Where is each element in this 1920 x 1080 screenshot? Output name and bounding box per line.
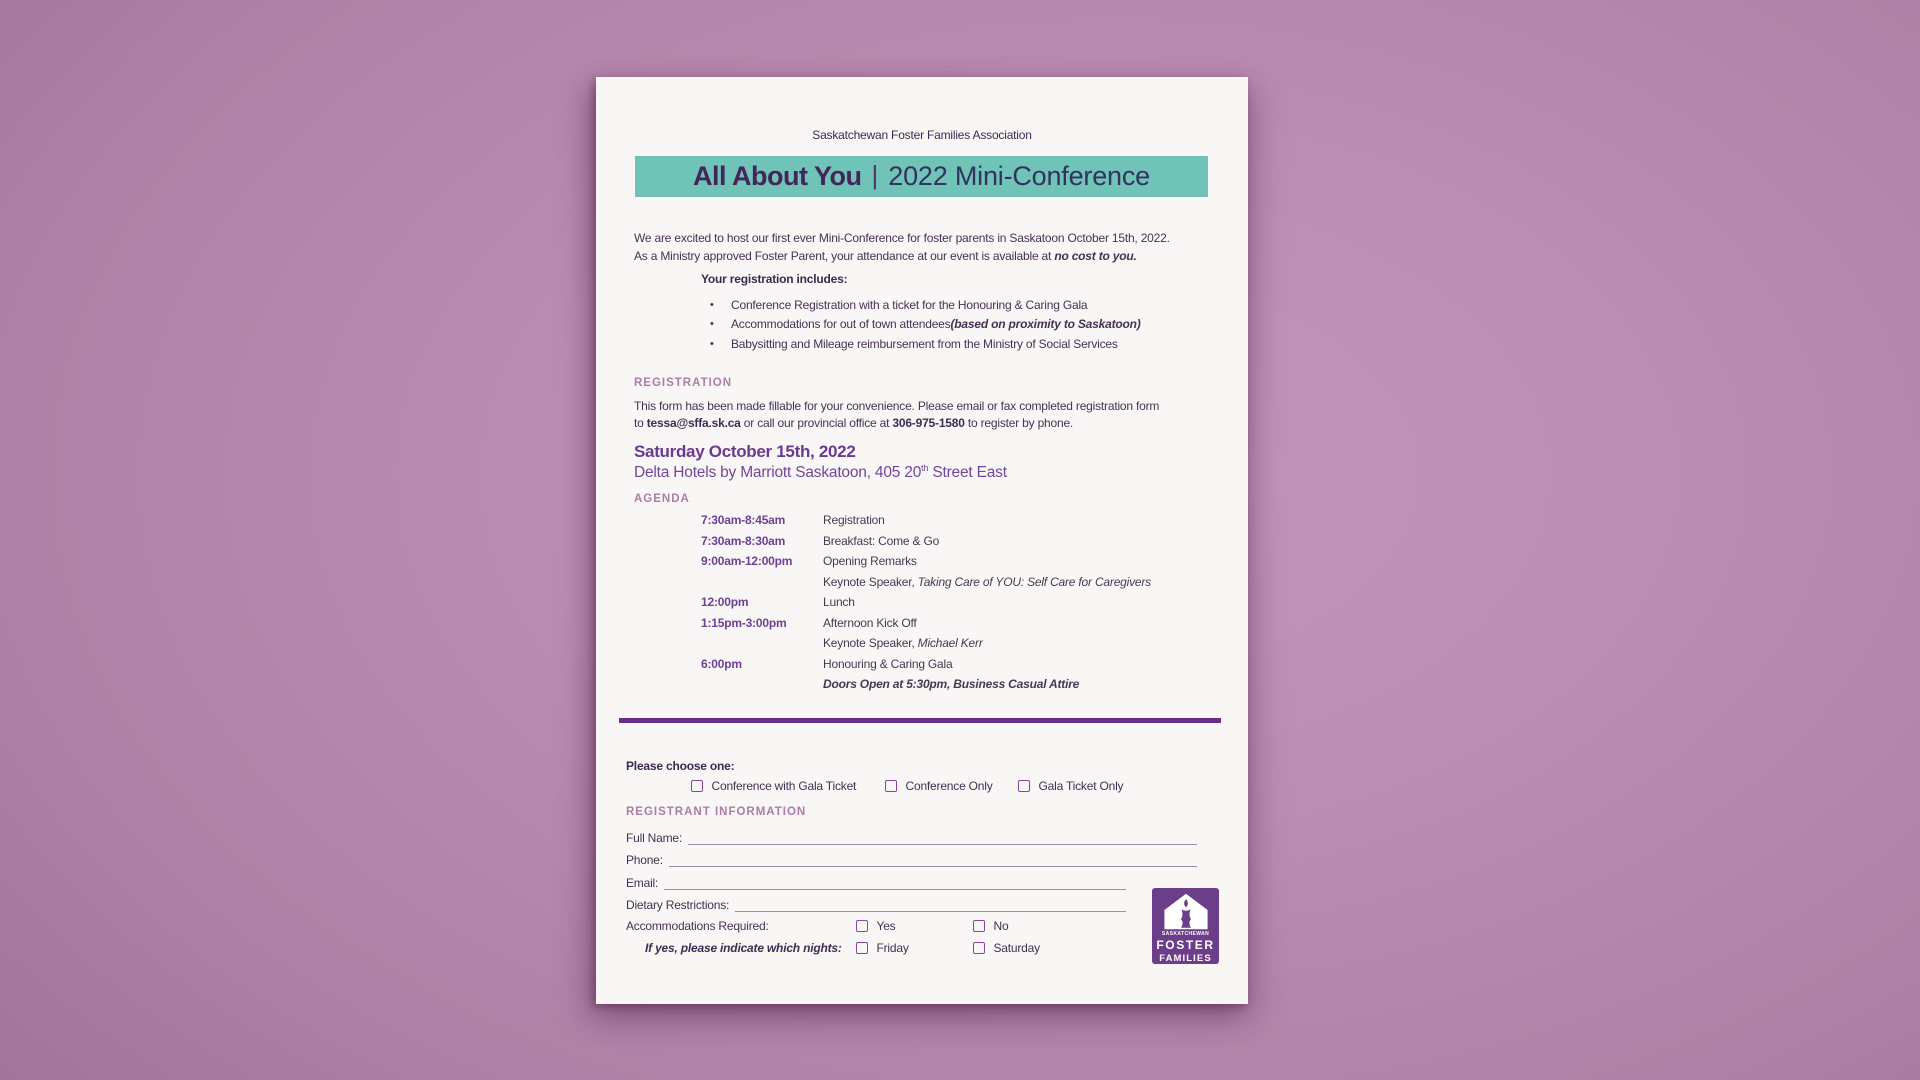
includes-heading: Your registration includes: bbox=[701, 272, 848, 286]
event-venue: Delta Hotels by Marriott Saskatoon, 405 20th Street East bbox=[634, 463, 1007, 482]
choose-one-label: Please choose one: bbox=[626, 759, 735, 773]
logo-text-families: FAMILIES bbox=[1159, 953, 1212, 964]
accommodations-no bbox=[973, 919, 1008, 933]
intro-paragraph bbox=[634, 230, 1214, 265]
saturday-checkbox[interactable] bbox=[973, 942, 985, 954]
contact-email: tessa@sffa.sk.ca bbox=[646, 416, 741, 430]
intro-line-1: We are excited to host our first ever Mini-Conference for foster parents in Saskatoon October 15th, 2022. bbox=[634, 231, 1170, 245]
registration-form-page bbox=[596, 77, 1248, 1004]
agenda-row: 9:00am-12:00pm Opening Remarks bbox=[701, 554, 917, 568]
contact-phone: 306-975-1580 bbox=[892, 416, 965, 430]
bullet-icon: • bbox=[710, 337, 714, 350]
full-name-row: Full Name: bbox=[626, 830, 1197, 845]
list-item: • Conference Registration with a ticket for the Honouring & Caring Gala bbox=[710, 298, 1088, 312]
includes-list bbox=[710, 298, 1141, 356]
agenda-row: 6:00pm Honouring & Caring Gala bbox=[701, 657, 953, 671]
registration-line-1: This form has been made fillable for your convenience. Please email or fax completed registration form bbox=[634, 399, 1160, 413]
ordinal-superscript: th bbox=[921, 463, 929, 473]
agenda-row: 7:30am-8:30am Breakfast: Come & Go bbox=[701, 534, 940, 548]
option-label: Conference Only bbox=[905, 779, 993, 793]
nights-row: If yes, please indicate which nights: Friday Saturday bbox=[645, 941, 1040, 955]
agenda-row: 7:30am-8:45am Registration bbox=[701, 513, 885, 527]
accommodations-no-checkbox[interactable] bbox=[973, 920, 985, 932]
option-label: Saturday bbox=[993, 941, 1040, 955]
logo-text-saskatchewan: SASKATCHEWAN bbox=[1161, 931, 1210, 937]
option-label: No bbox=[993, 919, 1009, 933]
phone-row: Phone: bbox=[626, 852, 1197, 867]
accommodations-yes bbox=[856, 919, 895, 933]
full-name-input[interactable] bbox=[688, 833, 1197, 845]
option-label: Friday bbox=[876, 941, 909, 955]
list-item: • Accommodations for out of town attendees (based on proximity to Saskatoon) bbox=[710, 317, 1141, 332]
foster-families-house-icon bbox=[1158, 893, 1214, 930]
option-conference-with-gala bbox=[691, 779, 856, 793]
agenda-row: 1:15pm-3:00pm Afternoon Kick Off bbox=[701, 616, 917, 630]
option-label: Yes bbox=[876, 919, 896, 933]
dietary-row: Dietary Restrictions: bbox=[626, 897, 1126, 912]
intro-line-2: As a Ministry approved Foster Parent, your attendance at our event is available at no cost to you. bbox=[634, 248, 1137, 263]
sffa-logo bbox=[1152, 888, 1219, 964]
bullet-icon: • bbox=[710, 318, 714, 331]
conference-with-gala-checkbox[interactable] bbox=[691, 780, 703, 792]
agenda-section-heading: AGENDA bbox=[634, 493, 690, 505]
list-item: • Babysitting and Mileage reimbursement from the Ministry of Social Services bbox=[710, 336, 1118, 351]
event-title: All About You bbox=[693, 161, 862, 191]
registration-section-heading: REGISTRATION bbox=[634, 377, 733, 389]
option-gala-ticket-only bbox=[1018, 779, 1123, 793]
event-subtitle: 2022 Mini-Conference bbox=[888, 161, 1150, 191]
option-label: Gala Ticket Only bbox=[1038, 779, 1124, 793]
agenda-row: Keynote Speaker, Michael Kerr bbox=[823, 636, 983, 650]
no-cost-emphasis: no cost to you. bbox=[1054, 248, 1137, 263]
dietary-restrictions-input[interactable] bbox=[735, 900, 1126, 912]
ticket-options-row bbox=[596, 779, 1248, 793]
accommodations-row: Accommodations Required: Yes No bbox=[626, 919, 1009, 933]
title-separator: | bbox=[871, 160, 879, 190]
agenda-row: Doors Open at 5:30pm, Business Casual Attire bbox=[823, 677, 1080, 691]
registrant-info-heading: REGISTRANT INFORMATION bbox=[626, 806, 807, 818]
option-label: Conference with Gala Ticket bbox=[711, 779, 857, 793]
agenda-row: 12:00pm Lunch bbox=[701, 595, 855, 609]
title-banner bbox=[635, 156, 1208, 197]
bullet-icon: • bbox=[710, 299, 714, 311]
event-date: Saturday October 15th, 2022 bbox=[634, 442, 856, 461]
night-friday bbox=[856, 941, 909, 955]
night-saturday bbox=[973, 941, 1040, 955]
email-input[interactable] bbox=[664, 878, 1126, 890]
phone-input[interactable] bbox=[669, 855, 1197, 867]
conference-only-checkbox[interactable] bbox=[885, 780, 897, 792]
org-name: Saskatchewan Foster Families Association bbox=[812, 128, 1032, 142]
accommodations-yes-checkbox[interactable] bbox=[856, 920, 868, 932]
option-conference-only bbox=[885, 779, 993, 793]
agenda-row: Keynote Speaker, Taking Care of YOU: Self Care for Caregivers bbox=[823, 575, 1151, 589]
section-divider bbox=[619, 718, 1221, 723]
logo-text-foster: FOSTER bbox=[1156, 938, 1215, 952]
registration-line-2: to tessa@sffa.sk.ca or call our provincial office at 306-975-1580 to register by phone. bbox=[634, 416, 1074, 430]
email-row: Email: bbox=[626, 875, 1126, 890]
friday-checkbox[interactable] bbox=[856, 942, 868, 954]
registration-instructions bbox=[634, 398, 1214, 432]
gala-ticket-only-checkbox[interactable] bbox=[1018, 780, 1030, 792]
